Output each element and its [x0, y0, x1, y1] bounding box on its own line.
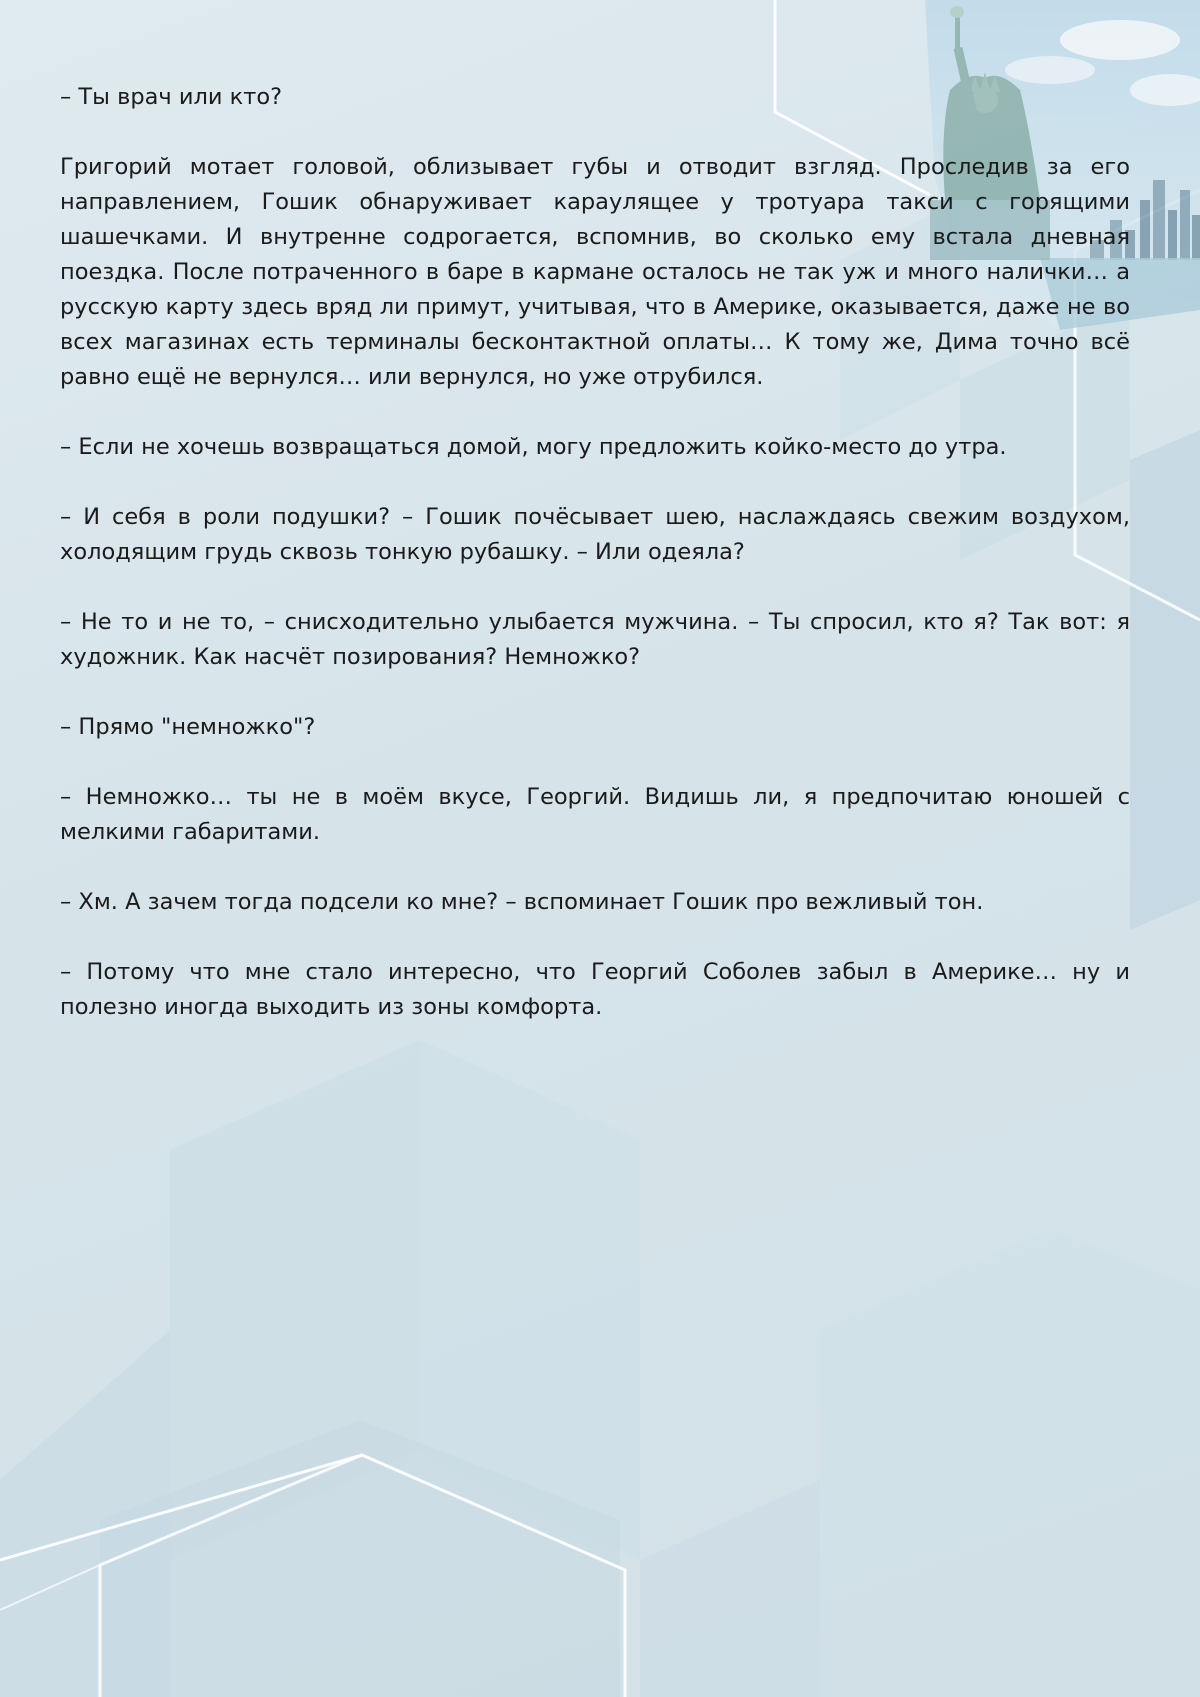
paragraph: – Ты врач или кто? [60, 84, 283, 110]
paragraph: – Не то и не то, – снисходительно улыбается мужчина. – Ты спросил, кто я? Так вот: я художник. Как насчёт позирования? Немножко? [60, 609, 1130, 670]
paragraph: – Хм. А зачем тогда подсели ко мне? – вспоминает Гошик про вежливый тон. [60, 889, 984, 915]
paragraph: – Если не хочешь возвращаться домой, могу предложить койко-место до утра. [60, 434, 1007, 460]
paragraph: – И себя в роли подушки? – Гошик почёсывает шею, наслаждаясь свежим воздухом, холодящим грудь сквозь тонкую рубашку. – Или одеяла? [60, 504, 1130, 565]
document-body [60, 80, 1130, 1060]
paragraph: – Потому что мне стало интересно, что Георгий Соболев забыл в Америке… ну и полезно иногда выходить из зоны комфорта. [60, 959, 1130, 1020]
paragraph: – Немножко… ты не в моём вкусе, Георгий. Видишь ли, я предпочитаю юношей с мелкими габаритами. [60, 784, 1130, 845]
paragraph: Григорий мотает головой, облизывает губы и отводит взгляд. Проследив за его направлением, Гошик обнаруживает караулящее у тротуара такси с горящими шашечками. И внутренне содрогается, вспомнив, во сколько ему встала дневная поездка. После потраченного в баре в кармане осталось не так уж и много налички… а русскую карту здесь вряд ли примут, учитывая, что в Америке, оказывается, даже не во всех магазинах есть терминалы бесконтактной оплаты… К тому же, Дима точно всё равно ещё не вернулся… или вернулся, но уже отрубился. [60, 154, 1130, 390]
paragraph: – Прямо "немножко"? [60, 714, 316, 740]
